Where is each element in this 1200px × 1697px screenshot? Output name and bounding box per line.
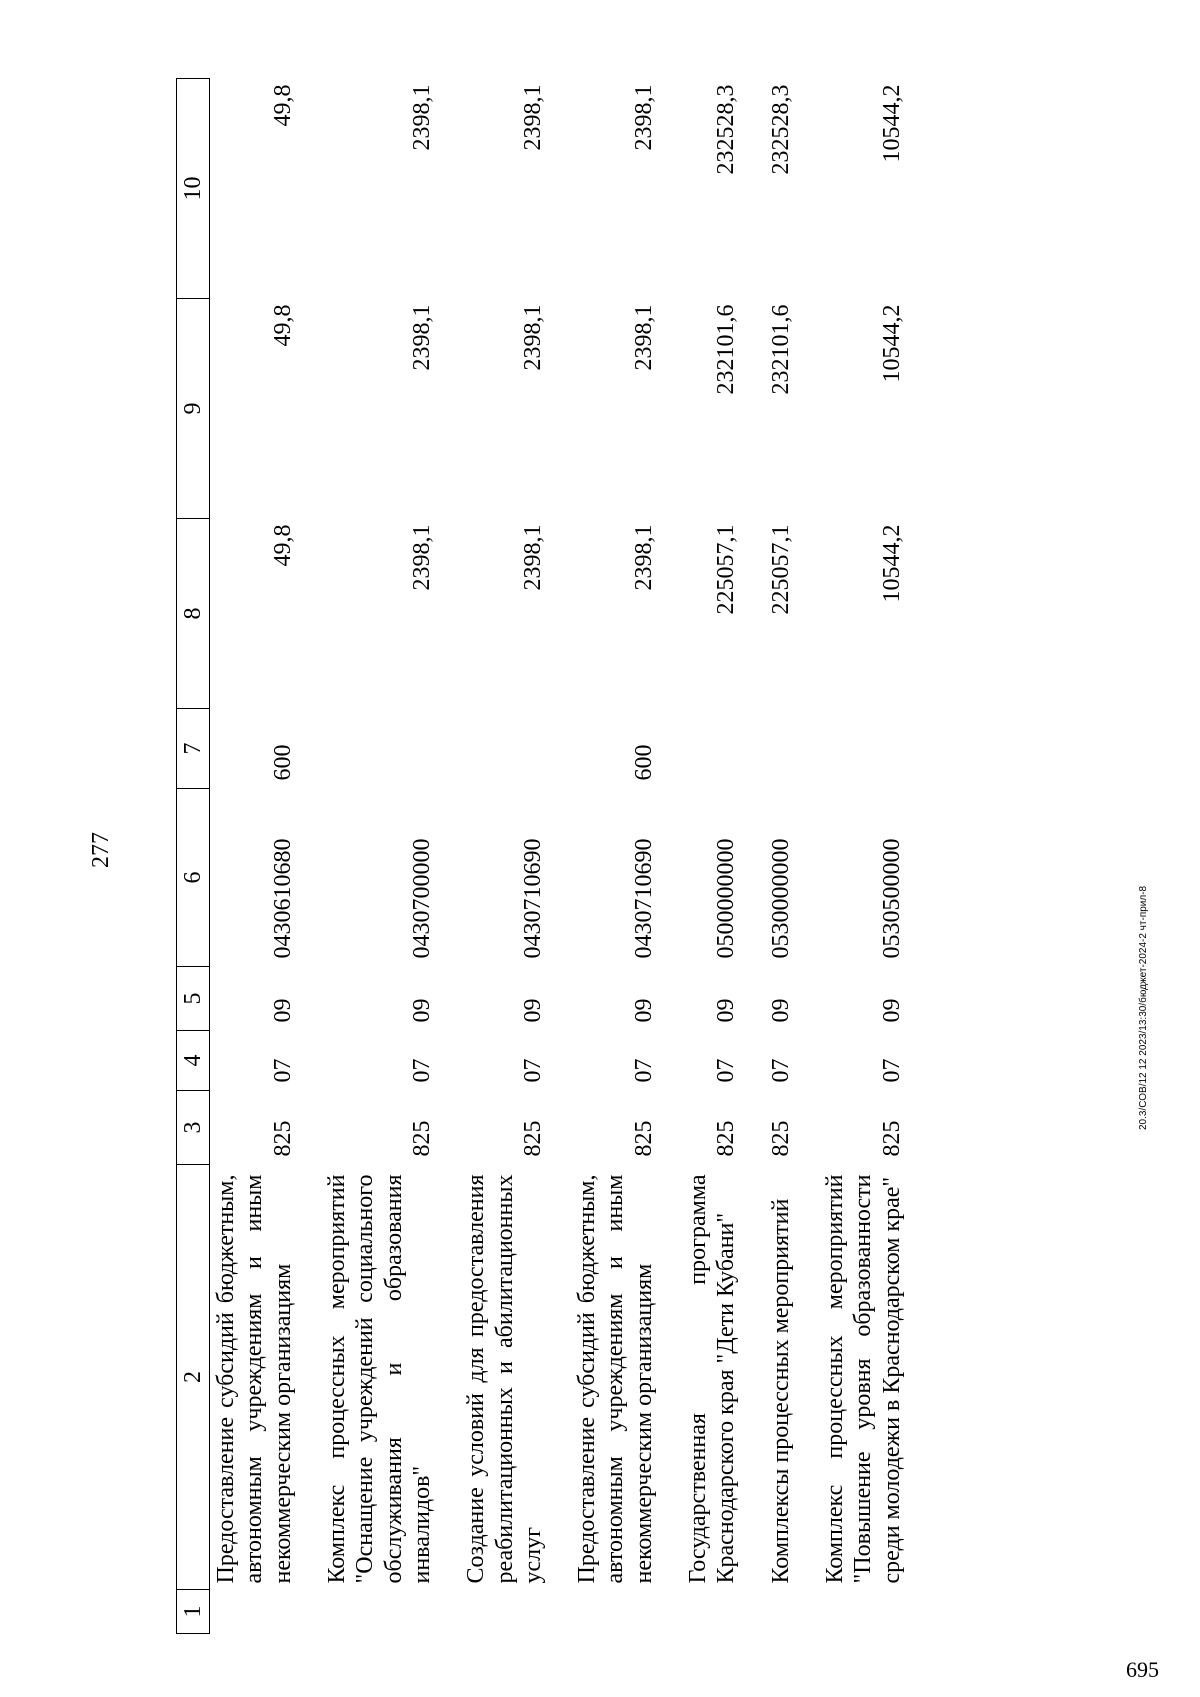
cell-col-1: [440, 1590, 551, 1634]
row-name: Государственная программа Краснодарского края "Дети Кубани": [685, 1174, 740, 1584]
cell-amount-col-10: 232528,3: [713, 84, 740, 175]
cell-ministry-code: 825: [519, 1120, 546, 1157]
cell-amount-col-10: 2398,1: [630, 84, 657, 151]
cell-subsection: 09: [269, 998, 296, 1023]
budget-table: [176, 78, 910, 1634]
header-col-2: 2: [177, 1165, 210, 1590]
cell-amount-col-8: 225057,1: [713, 524, 740, 615]
table-row: [301, 79, 440, 1634]
cell-expense-type: [662, 709, 745, 789]
sheet-number: 277: [88, 832, 114, 868]
table-row: [745, 79, 799, 1634]
cell-amount-col-8: 2398,1: [630, 524, 657, 591]
cell-subsection: 09: [767, 998, 794, 1023]
cell-col-1: [745, 1590, 799, 1634]
cell-target-article: 0530500000: [878, 838, 905, 959]
cell-subsection: 09: [878, 998, 905, 1023]
row-name: Предоставление субсидий бюджетным, автономным учреждениям и иным некоммерческим организациям: [213, 1174, 296, 1584]
row-name: Комплекс процессных мероприятий "Повышение уровня образованности среди молодежи в Краснодарском крае": [822, 1174, 905, 1584]
cell-ministry-code: 825: [269, 1120, 296, 1157]
row-name: Комплекс процессных мероприятий "Оснащение учреждений социального обслуживания и образования инвалидов": [323, 1174, 435, 1584]
table-row: [210, 79, 301, 1634]
header-col-3: 3: [177, 1091, 210, 1165]
cell-target-article: 0430710690: [519, 838, 546, 959]
cell-ministry-code: 825: [713, 1120, 740, 1157]
cell-ministry-code: 825: [767, 1120, 794, 1157]
cell-amount-col-8: 225057,1: [767, 524, 794, 615]
cell-expense-type: [301, 709, 440, 789]
cell-ministry-code: 825: [878, 1120, 905, 1157]
cell-section: 07: [713, 1058, 740, 1083]
cell-amount-col-10: 10544,2: [878, 84, 905, 163]
row-name: Создание условий для предоставления реабилитационных и абилитационных услуг: [463, 1174, 546, 1584]
cell-col-1: [662, 1590, 745, 1634]
cell-amount-col-9: 2398,1: [630, 304, 657, 371]
cell-amount-col-9: 232101,6: [767, 304, 794, 395]
cell-amount-col-9: 232101,6: [713, 304, 740, 395]
cell-section: 07: [408, 1058, 435, 1083]
cell-target-article: 0430610680: [269, 838, 296, 959]
cell-amount-col-8: 2398,1: [408, 524, 435, 591]
cell-target-article: 0500000000: [713, 838, 740, 959]
cell-expense-type: [745, 709, 799, 789]
cell-expense-type: [799, 709, 910, 789]
page-number: 695: [1126, 1657, 1159, 1682]
cell-section: 07: [767, 1058, 794, 1083]
cell-amount-col-9: 10544,2: [878, 304, 905, 383]
cell-amount-col-8: 2398,1: [519, 524, 546, 591]
header-col-4: 4: [177, 1031, 210, 1091]
cell-expense-type: 600: [269, 744, 296, 781]
header-col-5: 5: [177, 967, 210, 1031]
table-row: [440, 79, 551, 1634]
header-col-7: 7: [177, 709, 210, 789]
cell-amount-col-10: 2398,1: [519, 84, 546, 151]
table-row: [662, 79, 745, 1634]
header-col-9: 9: [177, 299, 210, 519]
cell-subsection: 09: [630, 998, 657, 1023]
cell-amount-col-10: 49,8: [269, 84, 296, 127]
cell-target-article: 0530000000: [767, 838, 794, 959]
table-row: [551, 79, 662, 1634]
cell-amount-col-9: 2398,1: [519, 304, 546, 371]
cell-section: 07: [519, 1058, 546, 1083]
footer-stamp: 20.3/СОВ/12 12 2023/13:30/бюджет-2024-2 чт-прил-8: [1138, 885, 1149, 1130]
cell-target-article: 0430700000: [408, 838, 435, 959]
cell-amount-col-9: 49,8: [269, 304, 296, 347]
cell-amount-col-9: 2398,1: [408, 304, 435, 371]
cell-target-article: 0430710690: [630, 838, 657, 959]
cell-subsection: 09: [713, 998, 740, 1023]
cell-section: 07: [878, 1058, 905, 1083]
header-col-1: 1: [177, 1590, 210, 1634]
cell-expense-type: 600: [630, 744, 657, 781]
cell-col-1: [551, 1590, 662, 1634]
cell-section: 07: [269, 1058, 296, 1083]
budget-table-container: [176, 79, 910, 1634]
cell-col-1: [799, 1590, 910, 1634]
cell-amount-col-8: 49,8: [269, 524, 296, 567]
cell-subsection: 09: [408, 998, 435, 1023]
cell-col-1: [210, 1590, 301, 1634]
cell-expense-type: [440, 709, 551, 789]
header-col-10: 10: [177, 79, 210, 299]
row-name: Предоставление субсидий бюджетным, автономным учреждениям и иным некоммерческим организациям: [574, 1174, 657, 1584]
cell-col-1: [301, 1590, 440, 1634]
row-name: Комплексы процессных мероприятий: [767, 1198, 794, 1584]
cell-amount-col-10: 2398,1: [408, 84, 435, 151]
table-header-row: [177, 79, 210, 1634]
cell-subsection: 09: [519, 998, 546, 1023]
cell-section: 07: [630, 1058, 657, 1083]
header-col-8: 8: [177, 519, 210, 709]
cell-ministry-code: 825: [630, 1120, 657, 1157]
header-col-6: 6: [177, 789, 210, 967]
cell-amount-col-8: 10544,2: [878, 524, 905, 603]
cell-amount-col-10: 232528,3: [767, 84, 794, 175]
cell-ministry-code: 825: [408, 1120, 435, 1157]
table-row: [799, 79, 910, 1634]
